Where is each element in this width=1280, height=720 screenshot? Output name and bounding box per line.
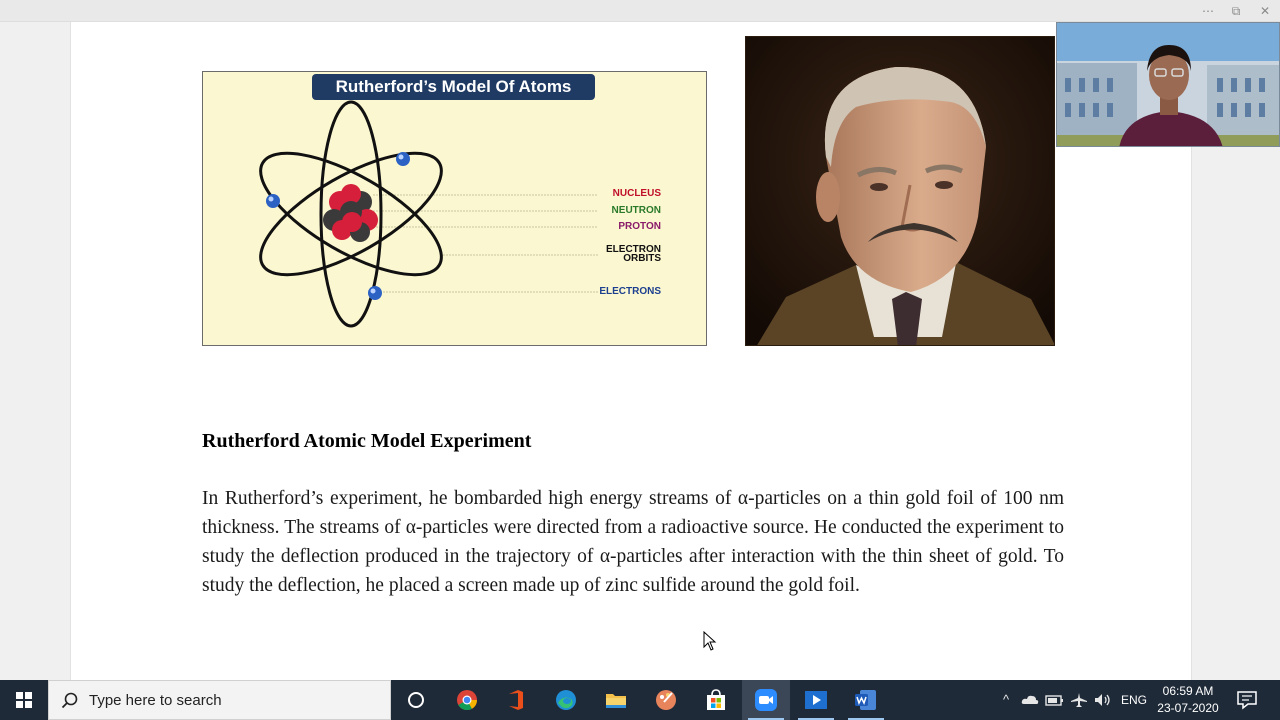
webcam-video-tile[interactable] — [1056, 22, 1280, 147]
windows-logo-icon — [0, 680, 48, 720]
windows-taskbar — [0, 680, 1280, 720]
system-clock[interactable] — [1152, 683, 1224, 717]
proton-label: PROTON — [618, 221, 661, 232]
paint-icon — [654, 688, 678, 712]
media-player-icon — [804, 688, 828, 712]
file-explorer-taskbar-button[interactable] — [592, 680, 640, 720]
rutherford-atom-diagram — [202, 71, 707, 346]
search-placeholder: Type here to search — [89, 692, 222, 709]
chrome-icon — [455, 688, 479, 712]
clock-time: 06:59 AM — [1162, 684, 1214, 698]
more-options-icon[interactable]: ⋯ — [1202, 4, 1214, 18]
edge-icon — [554, 688, 578, 712]
office-icon — [504, 688, 528, 712]
close-window-icon[interactable]: ✕ — [1259, 4, 1271, 18]
window-top-bar — [0, 0, 1280, 22]
cortana-button[interactable] — [392, 680, 440, 720]
onedrive-icon[interactable] — [1020, 692, 1040, 708]
action-center-button[interactable] — [1236, 690, 1258, 710]
clock-date: 23-07-2020 — [1157, 701, 1219, 715]
chrome-taskbar-button[interactable] — [443, 680, 491, 720]
diagram-title: Rutherford’s Model Of Atoms — [312, 74, 595, 100]
neutron-label: NEUTRON — [611, 205, 661, 216]
airplane-mode-icon[interactable] — [1069, 692, 1089, 708]
start-button[interactable] — [0, 680, 48, 720]
media-player-taskbar-button[interactable] — [792, 680, 840, 720]
show-hidden-icons-chevron-icon[interactable]: ^ — [1002, 692, 1010, 707]
edge-taskbar-button[interactable] — [542, 680, 590, 720]
battery-icon[interactable] — [1045, 692, 1065, 708]
electron-orbits-label-line1: ELECTRON — [606, 244, 661, 255]
zoom-icon — [754, 688, 778, 712]
volume-icon[interactable] — [1093, 692, 1113, 708]
store-taskbar-button[interactable] — [692, 680, 740, 720]
section-heading: Rutherford Atomic Model Experiment — [202, 430, 532, 452]
input-language-indicator[interactable]: ENG — [1121, 693, 1148, 707]
search-icon — [61, 692, 79, 710]
electron-orbits-label-line2: ORBITS — [623, 253, 661, 264]
notifications-icon — [1236, 690, 1258, 710]
file-explorer-icon — [604, 688, 628, 712]
word-taskbar-button[interactable] — [842, 680, 890, 720]
cortana-icon — [404, 688, 428, 712]
section-paragraph: In Rutherford’s experiment, he bombarded high energy streams of α-particles on a thin gold foil of 100 nm thickness. The streams of α-particles were directed from a radioactive source. He conducted the experiment to study the deflection produced in the trajectory of α-particles after interaction with the thin sheet of gold. To study the deflection, he placed a screen made up of zinc sulfide around the gold foil. — [202, 488, 1064, 596]
paint-taskbar-button[interactable] — [642, 680, 690, 720]
store-icon — [704, 688, 728, 712]
word-icon — [854, 688, 878, 712]
office-taskbar-button[interactable] — [492, 680, 540, 720]
taskbar-search-box[interactable] — [48, 680, 391, 720]
nucleus-label: NUCLEUS — [612, 188, 661, 199]
rutherford-portrait-photo — [745, 36, 1055, 346]
electrons-label: ELECTRONS — [599, 286, 661, 297]
zoom-taskbar-button[interactable] — [742, 680, 790, 720]
restore-window-icon[interactable]: ⧉ — [1231, 4, 1241, 18]
mouse-cursor-icon — [703, 631, 717, 656]
